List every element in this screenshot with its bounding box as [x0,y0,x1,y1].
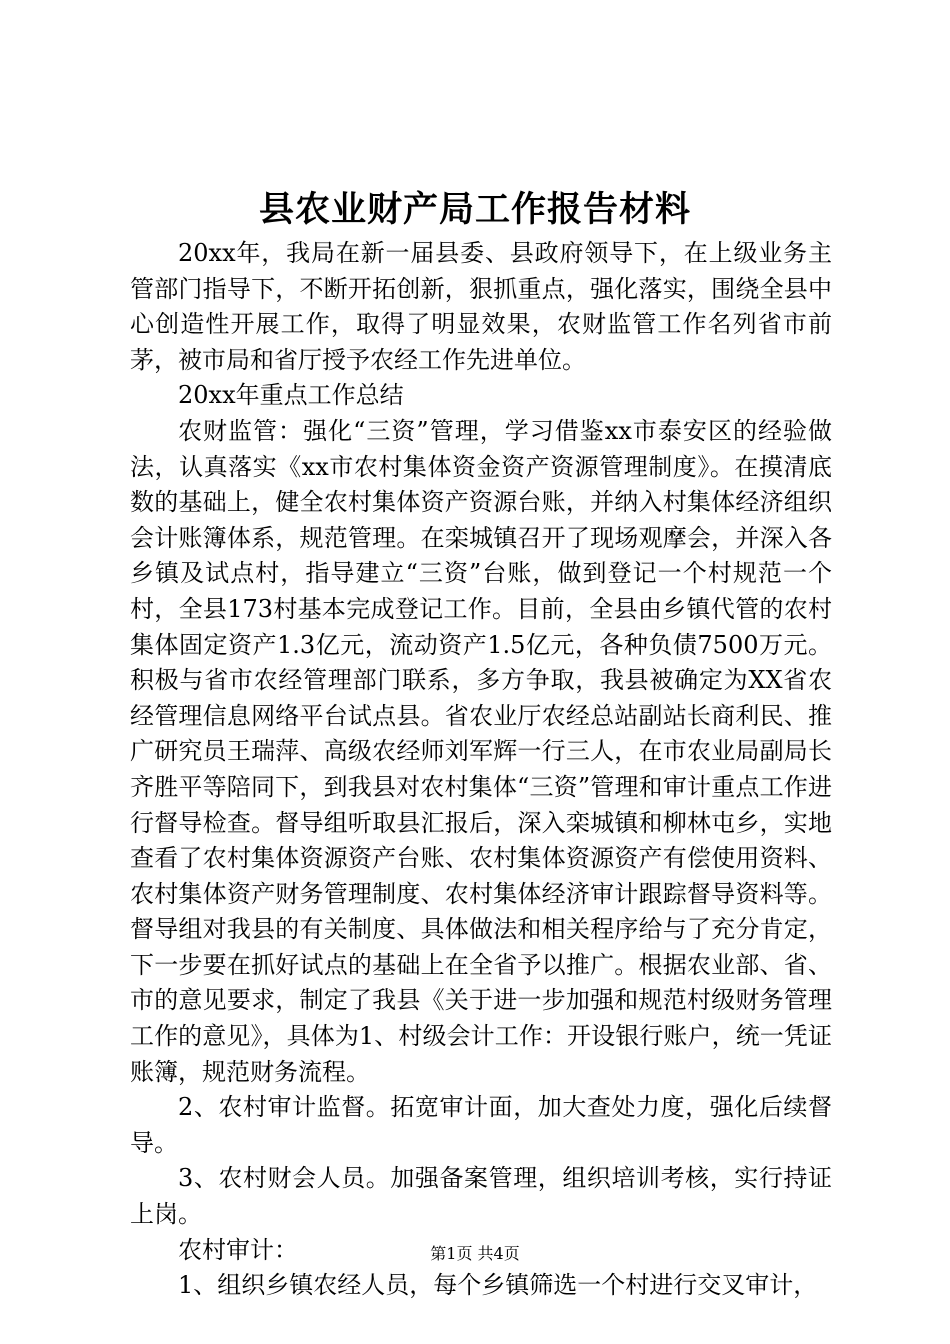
paragraph-section-heading: 20xx年重点工作总结 [178,381,404,410]
paragraph-intro: 20xx年，我局在新一届县委、县政府领导下，在上级业务主管部门指导下，不断开拓创新，狠抓重点，强化落实，围绕全县中心创造性开展工作，取得了明显效果，农财监管工作名列省市前茅，被市局和省厅授予农经工作先进单位。 [130,239,832,374]
paragraph-rural-audit-heading: 农村审计： [178,1235,298,1264]
document-body [130,236,832,1304]
paragraph-accounting-staff: 3、农村财会人员。加强备案管理，组织培训考核，实行持证上岗。 [130,1164,832,1229]
page-indicator: 第1页 共4页 [430,1244,520,1263]
paragraph-rural-audit-item-1: 1、组织乡镇农经人员，每个乡镇筛选一个村进行交叉审计， [178,1271,818,1300]
document-title: 县农业财产局工作报告材料 [258,189,691,230]
paragraph-financial-supervision: 农财监管：强化“三资”管理，学习借鉴xx市泰安区的经验做法，认真落实《xx市农村集体资金资产资源管理制度》。在摸清底数的基础上，健全农村集体资产资源台账，并纳入村集体经济组织会计账簿体系，规范管理。在栾城镇召开了现场观摩会，并深入各乡镇及试点村，指导建立“三资”台账，做到登记一个村规范一个村，全县173村基本完成登记工作。目前，全县由乡镇代管的农村集体固定资产1.3亿元，流动资产1.5亿元，各种负债7500万元。积极与省市农经管理部门联系，多方争取，我县被确定为XX省农经管理信息网络平台试点县。省农业厅农经总站副站长商利民、推广研究员王瑞萍、高级农经师刘军辉一行三人，在市农业局副局长齐胜平等陪同下，到我县对农村集体“三资”管理和审计重点工作进行督导检查。督导组听取县汇报后，深入栾城镇和柳林屯乡，实地查看了农村集体资源资产台账、农村集体资源资产有偿使用资料、农村集体资产财务管理制度、农村集体经济审计跟踪督导资料等。督导组对我县的有关制度、具体做法和相关程序给与了充分肯定，下一步要在抓好试点的基础上在全省予以推广。根据农业部、省、市的意见要求，制定了我县《关于进一步加强和规范村级财务管理工作的意见》，具体为1、村级会计工作：开设银行账户，统一凭证账簿，规范财务流程。 [130,416,832,1086]
paragraph-audit-supervision: 2、农村审计监督。拓宽审计面，加大查处力度，强化后续督导。 [130,1093,832,1157]
